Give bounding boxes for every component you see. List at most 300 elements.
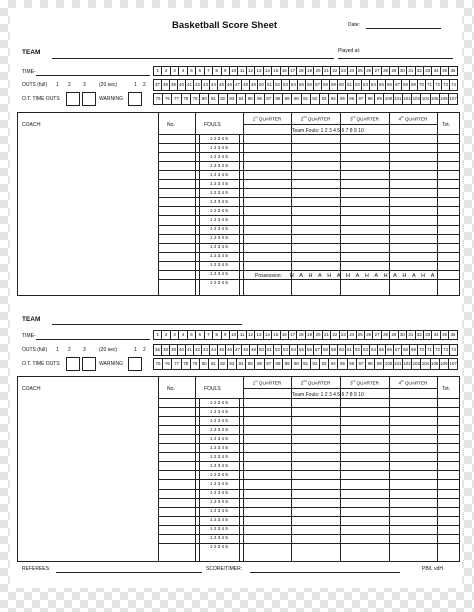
number-cell[interactable]: 104: [421, 94, 430, 104]
team2-warning-box[interactable]: [128, 357, 142, 371]
number-cell[interactable]: 104: [421, 359, 430, 369]
number-cell[interactable]: 2: [162, 67, 170, 75]
team2-foul-marks[interactable]: 1 2 3 4 5: [210, 453, 228, 459]
team1-ot-box-2[interactable]: [82, 92, 96, 106]
number-cell[interactable]: 5: [188, 67, 196, 75]
number-cell[interactable]: 70: [418, 345, 426, 355]
number-cell[interactable]: 95: [338, 94, 347, 104]
number-cell[interactable]: 53: [282, 80, 290, 90]
number-cell[interactable]: 101: [394, 359, 403, 369]
team2-sec-2[interactable]: 2: [143, 347, 146, 353]
number-cell[interactable]: 62: [354, 345, 362, 355]
team2-time-field[interactable]: [36, 339, 150, 340]
number-cell[interactable]: 38: [162, 345, 170, 355]
team1-outs-1[interactable]: 1: [56, 82, 59, 88]
number-cell[interactable]: 41: [186, 345, 194, 355]
number-cell[interactable]: 85: [246, 94, 255, 104]
number-cell[interactable]: 95: [338, 359, 347, 369]
number-cell[interactable]: 59: [330, 80, 338, 90]
number-cell[interactable]: 84: [237, 359, 246, 369]
team2-warning-label: WARNING: [99, 361, 123, 367]
number-cell[interactable]: 73: [442, 80, 450, 90]
number-cell[interactable]: 107: [449, 361, 457, 366]
number-cell[interactable]: 26: [365, 67, 373, 75]
team2-foul-marks[interactable]: 1 2 3 4 5: [210, 426, 228, 432]
number-cell[interactable]: 17: [289, 67, 297, 75]
number-cell[interactable]: 103: [412, 359, 421, 369]
number-cell[interactable]: 69: [410, 80, 418, 90]
team2-foul-marks[interactable]: 1 2 3 4 5: [210, 444, 228, 450]
number-cell[interactable]: 75: [154, 94, 163, 104]
number-cell[interactable]: H: [308, 273, 313, 279]
number-cell[interactable]: 64: [370, 80, 378, 90]
team1-name-field[interactable]: [52, 58, 334, 59]
number-cell[interactable]: 88: [274, 94, 283, 104]
number-cell[interactable]: 96: [348, 94, 357, 104]
team2-table-row: [158, 425, 460, 426]
team2-foul-marks[interactable]: 1 2 3 4 5: [210, 508, 228, 514]
team1-sec-2[interactable]: 2: [143, 82, 146, 88]
number-cell[interactable]: H: [383, 273, 388, 279]
number-cell[interactable]: 8: [213, 331, 221, 339]
number-cell[interactable]: 48: [242, 80, 250, 90]
number-cell[interactable]: 23: [340, 331, 348, 339]
number-cell[interactable]: 61: [346, 80, 354, 90]
number-cell[interactable]: A: [430, 273, 435, 279]
number-cell[interactable]: 100: [384, 359, 393, 369]
number-cell[interactable]: A: [318, 273, 322, 279]
number-cell[interactable]: 88: [274, 359, 283, 369]
number-cell[interactable]: 67: [394, 345, 402, 355]
number-cell[interactable]: 56: [306, 80, 314, 90]
number-cell[interactable]: 69: [410, 345, 418, 355]
number-cell[interactable]: 103: [412, 94, 421, 104]
number-cell[interactable]: 44: [210, 80, 218, 90]
number-cell[interactable]: 36: [154, 345, 162, 355]
number-cell[interactable]: 21: [323, 67, 331, 75]
team1-foul-marks[interactable]: 1 2 3 4 5: [210, 262, 228, 268]
number-cell[interactable]: H: [289, 273, 294, 279]
number-cell[interactable]: 89: [283, 359, 292, 369]
team2-outs-1[interactable]: 1: [56, 347, 59, 353]
number-cell[interactable]: 11: [238, 331, 246, 339]
team1-quarter-header-4: 4th QUARTER: [398, 115, 428, 122]
number-cell[interactable]: 1: [154, 331, 162, 339]
number-cell[interactable]: 28: [382, 331, 390, 339]
number-cell[interactable]: 9: [222, 331, 230, 339]
number-cell[interactable]: 99: [375, 359, 384, 369]
number-cell[interactable]: 26: [365, 331, 373, 339]
number-cell[interactable]: 46: [226, 80, 234, 90]
played-at-field[interactable]: [338, 58, 453, 59]
number-cell[interactable]: 85: [246, 359, 255, 369]
number-cell[interactable]: 3: [171, 331, 179, 339]
number-cell[interactable]: 15: [272, 331, 280, 339]
number-cell[interactable]: 107: [449, 96, 457, 101]
number-cell[interactable]: 40: [178, 345, 186, 355]
number-cell[interactable]: A: [411, 273, 416, 279]
number-cell[interactable]: 76: [163, 94, 172, 104]
number-cell[interactable]: 93: [320, 359, 329, 369]
number-cell[interactable]: 20: [314, 67, 322, 75]
number-cell[interactable]: 51: [266, 345, 274, 355]
number-cell[interactable]: 58: [322, 80, 330, 90]
number-cell[interactable]: 90: [292, 359, 301, 369]
number-cell[interactable]: 106: [440, 94, 449, 104]
number-cell[interactable]: 35: [441, 67, 449, 75]
team2-table-row: [158, 470, 460, 471]
number-cell[interactable]: H: [327, 273, 332, 279]
number-cell[interactable]: A: [299, 273, 303, 279]
number-cell[interactable]: H: [364, 273, 369, 279]
number-cell[interactable]: 94: [329, 359, 338, 369]
number-cell[interactable]: 55: [298, 80, 306, 90]
team1-sec-1[interactable]: 1: [134, 82, 137, 88]
team1-ot-box-1[interactable]: [66, 92, 80, 106]
team1-foul-marks[interactable]: 1 2 3 4 5: [210, 135, 228, 141]
number-cell[interactable]: 43: [202, 80, 210, 90]
number-cell[interactable]: 6: [196, 331, 204, 339]
number-cell[interactable]: A: [374, 273, 379, 279]
team2-foul-marks[interactable]: 1 2 3 4 5: [210, 480, 228, 486]
number-cell[interactable]: 34: [432, 331, 440, 339]
team2-outs-2[interactable]: 2: [68, 347, 71, 353]
number-cell[interactable]: 71: [426, 345, 434, 355]
team2-foul-marks[interactable]: 1 2 3 4 5: [210, 408, 228, 414]
number-cell[interactable]: A: [336, 273, 341, 279]
number-cell[interactable]: 74: [451, 82, 456, 87]
number-cell[interactable]: 65: [378, 80, 386, 90]
team1-quarter-header-2: 2nd QUARTER: [300, 115, 331, 122]
team1-warning-box[interactable]: [128, 92, 142, 106]
number-cell[interactable]: 24: [348, 67, 356, 75]
number-cell[interactable]: 77: [172, 359, 181, 369]
number-cell[interactable]: 81: [209, 94, 218, 104]
team2-ot-box-1[interactable]: [66, 357, 80, 371]
number-cell[interactable]: 106: [440, 359, 449, 369]
number-cell[interactable]: 32: [416, 331, 424, 339]
number-cell[interactable]: 79: [191, 359, 200, 369]
number-cell[interactable]: 5: [188, 331, 196, 339]
team1-score-row-2: [153, 93, 458, 105]
number-cell[interactable]: 52: [274, 80, 282, 90]
number-cell[interactable]: 43: [202, 345, 210, 355]
number-cell[interactable]: 70: [418, 80, 426, 90]
number-cell[interactable]: 77: [172, 94, 181, 104]
number-cell[interactable]: 83: [228, 359, 237, 369]
number-cell[interactable]: 45: [218, 80, 226, 90]
date-field[interactable]: [366, 28, 441, 29]
team1-table-row: [158, 252, 460, 253]
number-cell[interactable]: 63: [362, 345, 370, 355]
number-cell[interactable]: 36: [450, 332, 456, 337]
number-cell[interactable]: 84: [237, 94, 246, 104]
number-cell[interactable]: 24: [348, 331, 356, 339]
number-cell[interactable]: 82: [219, 94, 228, 104]
number-cell[interactable]: 29: [390, 331, 398, 339]
number-cell[interactable]: 46: [226, 345, 234, 355]
number-cell[interactable]: 61: [346, 345, 354, 355]
number-cell[interactable]: 94: [329, 94, 338, 104]
team1-foul-marks[interactable]: 1 2 3 4 5: [210, 171, 228, 177]
number-cell[interactable]: 34: [432, 67, 440, 75]
number-cell[interactable]: 91: [302, 94, 311, 104]
number-cell[interactable]: 59: [330, 345, 338, 355]
number-cell[interactable]: 90: [292, 94, 301, 104]
number-cell[interactable]: 15: [272, 67, 280, 75]
number-cell[interactable]: 42: [194, 345, 202, 355]
number-cell[interactable]: 98: [366, 94, 375, 104]
number-cell[interactable]: 30: [399, 331, 407, 339]
number-cell[interactable]: 66: [386, 80, 394, 90]
number-cell[interactable]: 27: [373, 331, 381, 339]
team1-outs-2[interactable]: 2: [68, 82, 71, 88]
team2-foul-marks[interactable]: 1 2 3 4 5: [210, 490, 228, 495]
number-cell[interactable]: 39: [170, 345, 178, 355]
number-cell[interactable]: 35: [441, 331, 449, 339]
number-cell[interactable]: 14: [264, 331, 272, 339]
number-cell[interactable]: 19: [306, 331, 314, 339]
number-cell[interactable]: 50: [258, 80, 266, 90]
team2-foul-marks[interactable]: 1 2 3 4 5: [210, 399, 228, 405]
number-cell[interactable]: 83: [228, 94, 237, 104]
number-cell[interactable]: 27: [373, 67, 381, 75]
number-cell[interactable]: 66: [386, 345, 394, 355]
number-cell[interactable]: 58: [322, 345, 330, 355]
number-cell[interactable]: 13: [255, 331, 263, 339]
number-cell[interactable]: 14: [264, 67, 272, 75]
number-cell[interactable]: 81: [209, 359, 218, 369]
number-cell[interactable]: 10: [230, 67, 238, 75]
number-cell[interactable]: 33: [424, 67, 432, 75]
number-cell[interactable]: 2: [162, 331, 170, 339]
team1-column-divider: [291, 112, 292, 296]
number-cell[interactable]: 16: [281, 331, 289, 339]
team2-foul-marks[interactable]: 1 2 3 4 5: [210, 535, 228, 541]
team1-foul-marks[interactable]: 1 2 3 4 5: [210, 280, 228, 286]
number-cell[interactable]: 53: [282, 345, 290, 355]
number-cell[interactable]: 102: [403, 359, 412, 369]
number-cell[interactable]: 42: [194, 80, 202, 90]
number-cell[interactable]: 105: [431, 94, 440, 104]
team1-tot-header: Tot.: [442, 122, 451, 128]
team1-foul-marks[interactable]: 1 2 3 4 5: [210, 271, 228, 277]
number-cell[interactable]: 98: [366, 359, 375, 369]
number-cell[interactable]: 55: [298, 345, 306, 355]
number-cell[interactable]: 57: [314, 80, 322, 90]
number-cell[interactable]: 72: [434, 80, 442, 90]
number-cell[interactable]: 62: [354, 80, 362, 90]
number-cell[interactable]: 93: [320, 94, 329, 104]
team2-foul-marks[interactable]: 1 2 3 4 5: [210, 435, 228, 441]
team1-outs-3[interactable]: 3: [83, 82, 86, 88]
number-cell[interactable]: 73: [442, 345, 450, 355]
number-cell[interactable]: 49: [250, 80, 258, 90]
team2-foul-marks[interactable]: 1 2 3 4 5: [210, 526, 228, 532]
team1-foul-marks[interactable]: 1 2 3 4 5: [210, 144, 228, 150]
number-cell[interactable]: 23: [340, 67, 348, 75]
number-cell[interactable]: 7: [205, 331, 213, 339]
number-cell[interactable]: 3: [171, 67, 179, 75]
number-cell[interactable]: 97: [357, 94, 366, 104]
number-cell[interactable]: 71: [426, 80, 434, 90]
number-cell[interactable]: 78: [182, 359, 191, 369]
number-cell[interactable]: 40: [178, 80, 186, 90]
number-cell[interactable]: H: [346, 273, 351, 279]
number-cell[interactable]: 29: [390, 67, 398, 75]
number-cell[interactable]: 10: [230, 331, 238, 339]
number-cell[interactable]: A: [355, 273, 360, 279]
number-cell[interactable]: 105: [431, 359, 440, 369]
team1-table-row: [158, 170, 460, 171]
number-cell[interactable]: 97: [357, 359, 366, 369]
number-cell[interactable]: 72: [434, 345, 442, 355]
team1-foul-marks[interactable]: 1 2 3 4 5: [210, 226, 228, 231]
number-cell[interactable]: 4: [179, 331, 187, 339]
team1-foul-marks[interactable]: 1 2 3 4 5: [210, 180, 228, 186]
played-at-label: Played at:: [338, 48, 361, 54]
number-cell[interactable]: 12: [247, 67, 255, 75]
team2-name-field[interactable]: [52, 324, 242, 325]
number-cell[interactable]: 74: [451, 347, 456, 352]
number-cell[interactable]: 41: [186, 80, 194, 90]
number-cell[interactable]: 47: [234, 345, 242, 355]
number-cell[interactable]: 68: [402, 345, 410, 355]
team1-foul-marks[interactable]: 1 2 3 4 5: [210, 235, 228, 241]
number-cell[interactable]: 101: [394, 94, 403, 104]
team2-foul-marks[interactable]: 1 2 3 4 5: [210, 462, 228, 468]
number-cell[interactable]: 18: [297, 331, 305, 339]
number-cell[interactable]: 31: [407, 67, 415, 75]
number-cell[interactable]: 86: [255, 94, 264, 104]
number-cell[interactable]: 13: [255, 67, 263, 75]
number-cell[interactable]: 1: [154, 67, 162, 75]
team1-foul-marks[interactable]: 1 2 3 4 5: [210, 207, 228, 213]
number-cell[interactable]: 30: [399, 67, 407, 75]
number-cell[interactable]: 44: [210, 345, 218, 355]
number-cell[interactable]: A: [393, 273, 397, 279]
number-cell[interactable]: 19: [306, 67, 314, 75]
referees-field[interactable]: [56, 572, 202, 573]
number-cell[interactable]: 37: [154, 80, 162, 90]
number-cell[interactable]: 6: [196, 67, 204, 75]
number-cell[interactable]: 57: [314, 345, 322, 355]
team1-time-row: [153, 66, 458, 76]
number-cell[interactable]: 96: [348, 359, 357, 369]
number-cell[interactable]: 22: [331, 331, 339, 339]
number-cell[interactable]: 16: [281, 67, 289, 75]
team2-foul-marks[interactable]: 1 2 3 4 5: [210, 499, 228, 505]
number-cell[interactable]: 11: [238, 67, 246, 75]
team2-foul-marks[interactable]: 1 2 3 4 5: [210, 544, 228, 550]
number-cell[interactable]: 91: [302, 359, 311, 369]
number-cell[interactable]: 48: [242, 345, 250, 355]
number-cell[interactable]: 32: [416, 67, 424, 75]
number-cell[interactable]: 92: [311, 94, 320, 104]
team1-foul-marks[interactable]: 1 2 3 4 5: [210, 153, 228, 159]
team2-foul-marks[interactable]: 1 2 3 4 5: [210, 417, 228, 423]
number-cell[interactable]: 9: [222, 67, 230, 75]
number-cell[interactable]: 78: [182, 94, 191, 104]
number-cell[interactable]: 80: [200, 94, 209, 104]
number-cell[interactable]: 7: [205, 67, 213, 75]
number-cell[interactable]: 36: [450, 68, 456, 73]
number-cell[interactable]: 63: [362, 80, 370, 90]
team1-foul-marks[interactable]: 1 2 3 4 5: [210, 162, 228, 168]
number-cell[interactable]: 67: [394, 80, 402, 90]
number-cell[interactable]: 79: [191, 94, 200, 104]
team1-time-field[interactable]: [36, 75, 150, 76]
number-cell[interactable]: 80: [200, 359, 209, 369]
team2-foul-marks[interactable]: 1 2 3 4 5: [210, 517, 228, 523]
number-cell[interactable]: H: [421, 273, 426, 279]
number-cell[interactable]: 17: [289, 331, 297, 339]
team1-foul-marks[interactable]: 1 2 3 4 5: [210, 253, 228, 259]
number-cell[interactable]: 56: [306, 345, 314, 355]
number-cell[interactable]: 65: [378, 345, 386, 355]
team2-outs-3[interactable]: 3: [83, 347, 86, 353]
number-cell[interactable]: 12: [247, 331, 255, 339]
number-cell[interactable]: 47: [234, 80, 242, 90]
number-cell[interactable]: 82: [219, 359, 228, 369]
number-cell[interactable]: 54: [290, 345, 298, 355]
number-cell[interactable]: 4: [179, 67, 187, 75]
number-cell[interactable]: 92: [311, 359, 320, 369]
number-cell[interactable]: 68: [402, 80, 410, 90]
number-cell[interactable]: 102: [403, 94, 412, 104]
team2-sec-1[interactable]: 1: [134, 347, 137, 353]
number-cell[interactable]: 87: [265, 359, 274, 369]
team1-foul-marks[interactable]: 1 2 3 4 5: [210, 198, 228, 204]
number-cell[interactable]: 33: [424, 331, 432, 339]
number-cell[interactable]: 99: [375, 94, 384, 104]
number-cell[interactable]: 60: [338, 345, 346, 355]
team2-ot-box-2[interactable]: [82, 357, 96, 371]
number-cell[interactable]: 49: [250, 345, 258, 355]
number-cell[interactable]: 87: [265, 94, 274, 104]
number-cell[interactable]: 64: [370, 345, 378, 355]
number-cell[interactable]: 39: [170, 80, 178, 90]
number-cell[interactable]: 51: [266, 80, 274, 90]
number-cell[interactable]: 22: [331, 67, 339, 75]
number-cell[interactable]: 52: [274, 345, 282, 355]
team1-foul-marks[interactable]: 1 2 3 4 5: [210, 189, 228, 195]
number-cell[interactable]: 76: [163, 359, 172, 369]
number-cell[interactable]: 50: [258, 345, 266, 355]
number-cell[interactable]: 18: [297, 67, 305, 75]
scorer-field[interactable]: [250, 572, 400, 573]
number-cell[interactable]: 60: [338, 80, 346, 90]
number-cell[interactable]: 31: [407, 331, 415, 339]
number-cell[interactable]: 21: [323, 331, 331, 339]
team1-foul-marks[interactable]: 1 2 3 4 5: [210, 244, 228, 250]
number-cell[interactable]: H: [402, 273, 407, 279]
number-cell[interactable]: 25: [357, 67, 365, 75]
number-cell[interactable]: 25: [357, 331, 365, 339]
team2-foul-marks[interactable]: 1 2 3 4 5: [210, 471, 228, 477]
number-cell[interactable]: 54: [290, 80, 298, 90]
number-cell[interactable]: 45: [218, 345, 226, 355]
number-cell[interactable]: 38: [162, 80, 170, 90]
number-cell[interactable]: 75: [154, 359, 163, 369]
number-cell[interactable]: 20: [314, 331, 322, 339]
number-cell[interactable]: 100: [384, 94, 393, 104]
number-cell[interactable]: 86: [255, 359, 264, 369]
team1-foul-marks[interactable]: 1 2 3 4 5: [210, 216, 228, 222]
number-cell[interactable]: 8: [213, 67, 221, 75]
number-cell[interactable]: 89: [283, 94, 292, 104]
number-cell[interactable]: 28: [382, 67, 390, 75]
